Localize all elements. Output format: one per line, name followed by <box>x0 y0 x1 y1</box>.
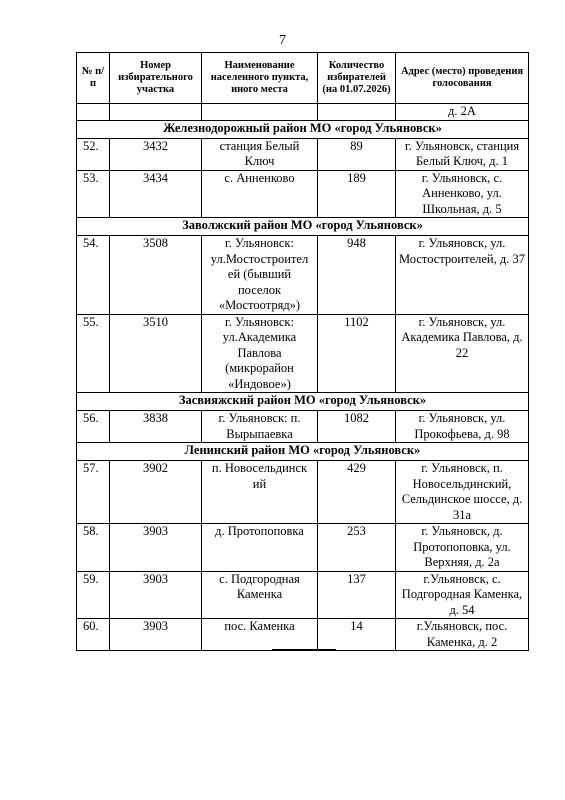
station-number: 3434 <box>110 170 202 218</box>
row-number: 58. <box>77 524 110 572</box>
section-header-zasviyazhsky <box>77 393 529 411</box>
table-row <box>77 524 529 572</box>
settlement-name: с. Подгородная Каменка <box>202 571 318 619</box>
section-title: Заволжский район МО «город Ульяновск» <box>77 218 529 236</box>
row-number: 60. <box>77 619 110 651</box>
table-row <box>77 571 529 619</box>
settlement-name: пос. Каменка <box>202 619 318 651</box>
table-row <box>77 314 529 393</box>
table-row <box>77 170 529 218</box>
row-number: 53. <box>77 170 110 218</box>
row-number: 56. <box>77 411 110 443</box>
voter-count: 253 <box>318 524 396 572</box>
table-row <box>77 138 529 170</box>
voter-count: 429 <box>318 461 396 524</box>
settlement-name: г. Ульяновск: ул.Мостостроител ей (бывший поселок «Мостоотряд») <box>202 236 318 315</box>
station-number: 3508 <box>110 236 202 315</box>
voter-count: 1102 <box>318 314 396 393</box>
settlement-name: с. Анненково <box>202 170 318 218</box>
voting-address: г.Ульяновск, пос. Каменка, д. 2 <box>396 619 529 651</box>
station-number: 3838 <box>110 411 202 443</box>
continuation-row <box>77 104 529 121</box>
header-voting-address: Адрес (место) проведения голосования <box>396 53 529 104</box>
station-number: 3903 <box>110 524 202 572</box>
page-number: 7 <box>279 33 286 48</box>
settlement-name: станция Белый Ключ <box>202 138 318 170</box>
table-cell: д. 2А <box>396 104 529 121</box>
row-number: 54. <box>77 236 110 315</box>
voting-address: г. Ульяновск, с. Анненково, ул. Школьная, д. 5 <box>396 170 529 218</box>
voting-address: г.Ульяновск, с. Подгородная Каменка, д. 54 <box>396 571 529 619</box>
station-number: 3902 <box>110 461 202 524</box>
voter-count: 137 <box>318 571 396 619</box>
voting-address: г. Ульяновск, п. Новосельдинский, Сельдинское шоссе, д. 31а <box>396 461 529 524</box>
row-number: 57. <box>77 461 110 524</box>
section-header-zheleznodorozhny <box>77 120 529 138</box>
section-title: Ленинский район МО «город Ульяновск» <box>77 443 529 461</box>
row-number: 52. <box>77 138 110 170</box>
voter-count: 14 <box>318 619 396 651</box>
separator-line <box>272 649 336 650</box>
settlement-name: д. Протопоповка <box>202 524 318 572</box>
table-cell <box>202 104 318 121</box>
voting-address: г. Ульяновск, станция Белый Ключ, д. 1 <box>396 138 529 170</box>
voter-count: 89 <box>318 138 396 170</box>
voter-count: 948 <box>318 236 396 315</box>
header-station-number: Номер избирательного участка <box>110 53 202 104</box>
table-cell <box>318 104 396 121</box>
voting-address: г. Ульяновск, ул. Академика Павлова, д. 22 <box>396 314 529 393</box>
section-title: Засвияжский район МО «город Ульяновск» <box>77 393 529 411</box>
row-number: 55. <box>77 314 110 393</box>
polling-stations-table <box>76 52 529 651</box>
header-voter-count: Количество избирателей (на 01.07.2026) <box>318 53 396 104</box>
header-row-number: № п/п <box>77 53 110 104</box>
table-row <box>77 619 529 651</box>
table-row <box>77 236 529 315</box>
voter-count: 189 <box>318 170 396 218</box>
section-header-leninsky <box>77 443 529 461</box>
station-number: 3903 <box>110 619 202 651</box>
header-settlement-name: Наименование населенного пункта, иного места <box>202 53 318 104</box>
settlement-name: г. Ульяновск: п. Вырыпаевка <box>202 411 318 443</box>
section-title: Железнодорожный район МО «город Ульяновск» <box>77 120 529 138</box>
table-cell <box>110 104 202 121</box>
table-row <box>77 411 529 443</box>
voting-address: г. Ульяновск, ул. Прокофьева, д. 98 <box>396 411 529 443</box>
voting-address: г. Ульяновск, ул. Мостостроителей, д. 37 <box>396 236 529 315</box>
settlement-name: г. Ульяновск: ул.Академика Павлова (микрорайон «Индовое») <box>202 314 318 393</box>
voter-count: 1082 <box>318 411 396 443</box>
station-number: 3903 <box>110 571 202 619</box>
station-number: 3510 <box>110 314 202 393</box>
table-header <box>77 53 529 104</box>
station-number: 3432 <box>110 138 202 170</box>
row-number: 59. <box>77 571 110 619</box>
settlement-name: п. Новосельдинск ий <box>202 461 318 524</box>
table-cell <box>77 104 110 121</box>
table-row <box>77 461 529 524</box>
voting-address: г. Ульяновск, д. Протопоповка, ул. Верхняя, д. 2а <box>396 524 529 572</box>
section-header-zavolzhsky <box>77 218 529 236</box>
